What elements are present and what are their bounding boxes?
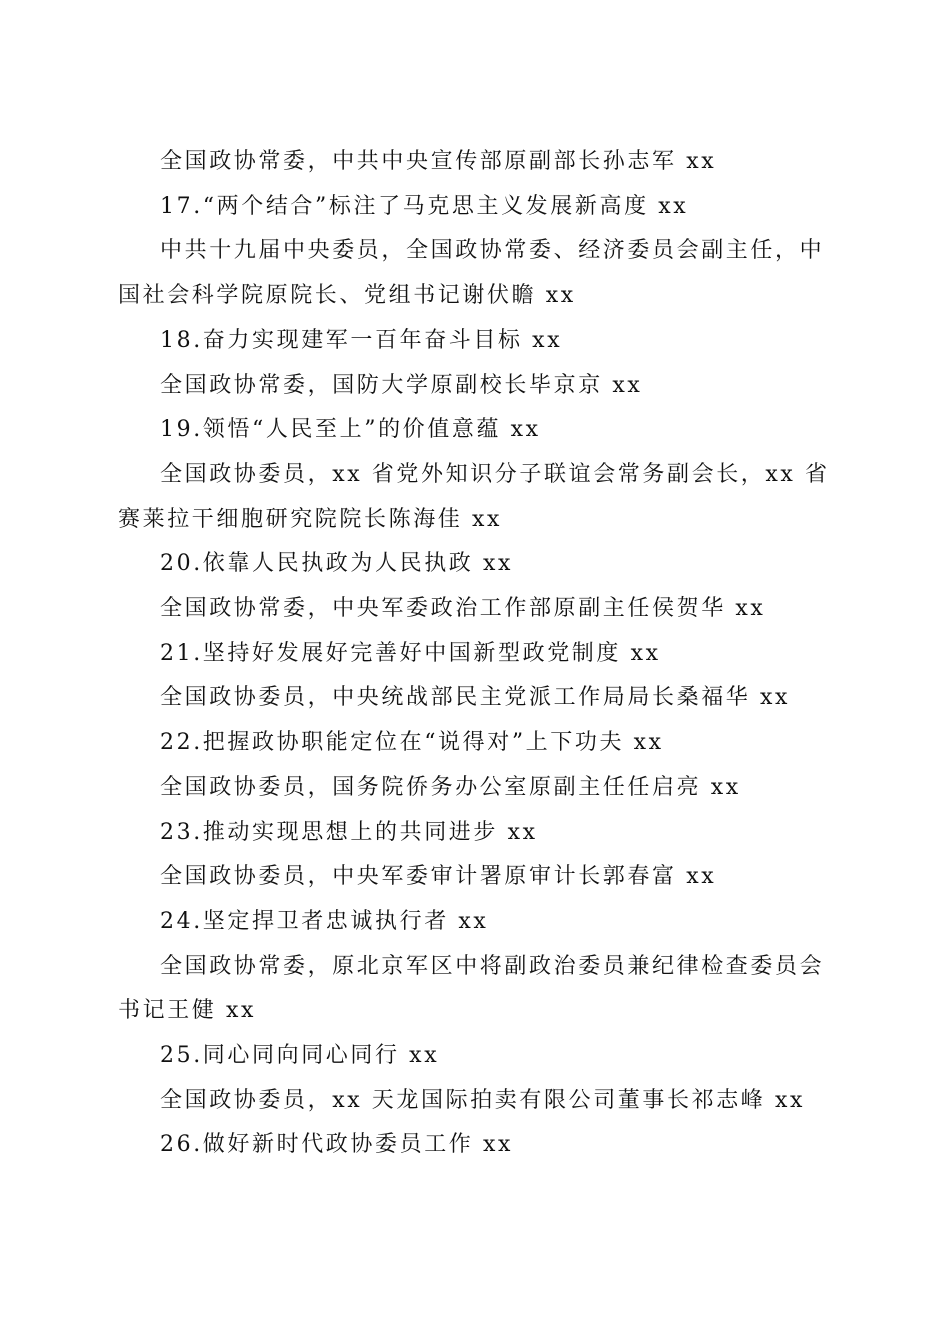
author-line: 全国政协委员，xx 天龙国际拍卖有限公司董事长祁志峰 xx xyxy=(160,1087,806,1113)
article-title: 21.坚持好发展好完善好中国新型政党制度 xx xyxy=(160,640,661,666)
article-title: 25.同心同向同心同行 xx xyxy=(160,1043,440,1069)
article-title: 17.“两个结合”标注了马克思主义发展新高度 xx xyxy=(160,193,689,219)
author-line: 中共十九届中央委员，全国政协常委、经济委员会副主任，中国社会科学院原院长、党组书记谢伏瞻 xx xyxy=(118,238,825,309)
article-title: 26.做好新时代政协委员工作 xx xyxy=(160,1132,513,1158)
author-line: 全国政协常委，中共中央宣传部原副部长孙志军 xx xyxy=(160,149,717,174)
article-title: 18.奋力实现建军一百年奋斗目标 xx xyxy=(160,327,563,353)
author-line: 全国政协常委，原北京军区中将副政治委员兼纪律检查委员会书记王健 xx xyxy=(118,953,825,1024)
article-title: 22.把握政协职能定位在“说得对”上下功夫 xx xyxy=(160,730,664,756)
article-title: 20.依靠人民执政为人民执政 xx xyxy=(160,551,513,577)
author-line: 全国政协委员，国务院侨务办公室原副主任任启亮 xx xyxy=(160,774,741,800)
article-title: 19.领悟“人民至上”的价值意蕴 xx xyxy=(160,417,541,443)
author-line: 全国政协常委，国防大学原副校长毕京京 xx xyxy=(160,372,643,398)
author-line: 全国政协委员，中央统战部民主党派工作局局长桑福华 xx xyxy=(160,685,791,711)
author-line: 全国政协委员，中央军委审计署原审计长郭春富 xx xyxy=(160,864,717,890)
author-line: 全国政协委员，xx 省党外知识分子联谊会常务副会长，xx 省赛莱拉干细胞研究院院长陈海佳 xx xyxy=(118,461,830,532)
article-title: 23.推动实现思想上的共同进步 xx xyxy=(160,819,538,845)
article-title: 24.坚定捍卫者忠诚执行者 xx xyxy=(160,908,489,934)
document-body xyxy=(118,140,830,1168)
author-line: 全国政协常委，中央军委政治工作部原副主任侯贺华 xx xyxy=(160,596,766,622)
